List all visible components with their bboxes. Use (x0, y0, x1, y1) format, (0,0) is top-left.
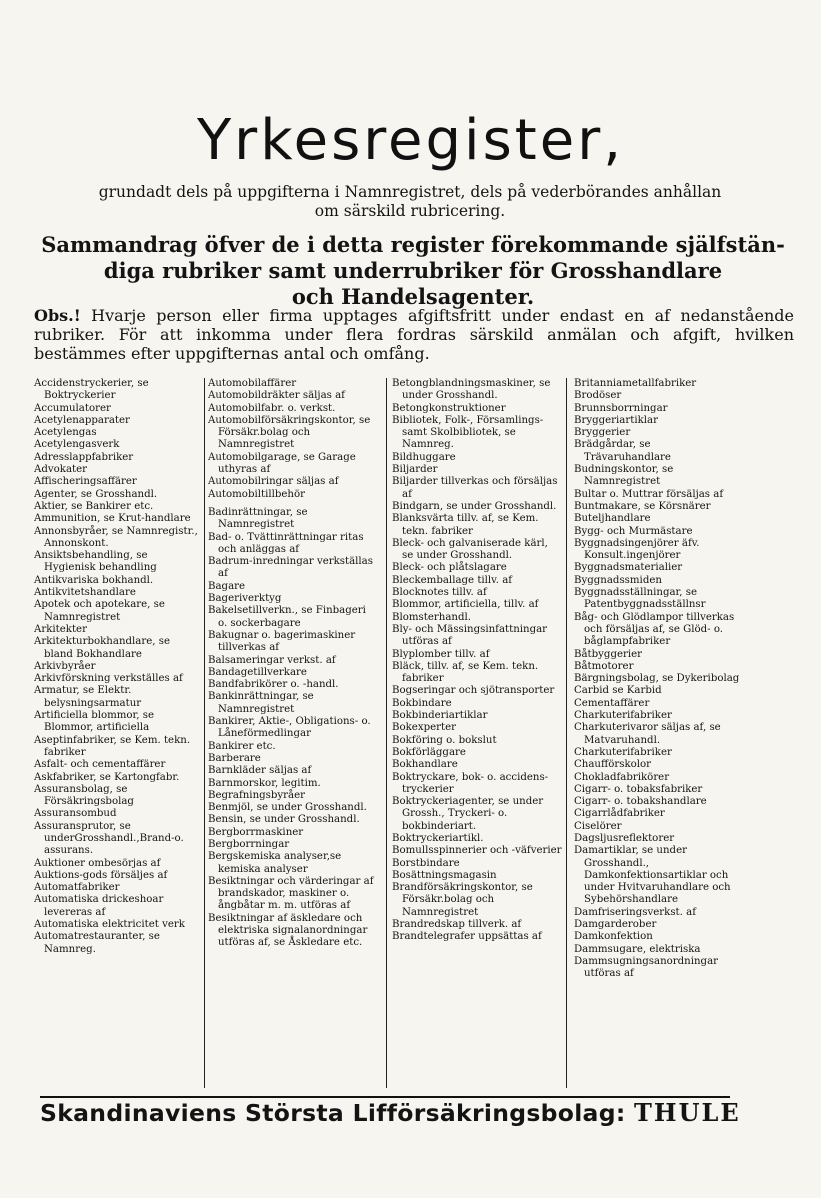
summary-line-1: Sammandrag öfver de i detta register förekommande själfstän- (41, 232, 785, 257)
register-entry: Ansiktsbehandling, se Hygienisk behandling (34, 550, 157, 574)
register-entry: Biljarder (392, 464, 438, 476)
register-entry: Bleck- och galvaniserade kärl, se under Grosshandl. (392, 537, 548, 562)
register-entry: Acetylengasverk (34, 439, 120, 451)
register-entry: Carbid se Karbid (574, 685, 662, 697)
register-entry: Byggnadsmaterialier (574, 562, 683, 574)
register-entry: Bryggerier (574, 427, 631, 439)
banner-brand: THULE (634, 1098, 741, 1127)
register-entry: Bad- o. Tvättinrättningar ritas och anläggas af (208, 531, 364, 555)
footer-banner (40, 1098, 740, 1127)
register-entry: Aktier, se Bankirer etc. (34, 500, 154, 512)
register-entry: Bokbindare (392, 697, 452, 709)
register-entry: Accumulatorer (34, 402, 111, 414)
register-entry: Automatiska drickeshoar levereras af (34, 894, 164, 918)
register-entry: Askfabriker, se Kartongfabr. (34, 771, 180, 783)
register-entry: Begrafningsbyråer (208, 789, 306, 801)
subtitle-line-1: grundadt dels på uppgifterna i Namnregistret, dels på vederbörandes anhållan (98, 183, 722, 201)
register-entry: Bläck, tillv. af, se Kem. tekn. fabriker (392, 660, 539, 685)
register-entry: Brandredskap tillverk. af (392, 919, 522, 931)
register-entry: Bageriverktyg (208, 593, 282, 605)
register-entry: Bensin, se under Grosshandl. (208, 814, 360, 826)
register-entry: Blommor, artificiella, tillv. af (392, 599, 539, 611)
register-entry: Balsameringar verkst. af (208, 654, 336, 666)
register-entry: Automobilfabr. o. verkst. (208, 402, 336, 414)
register-entry: Cigarr- o. tobaksfabriker (574, 783, 703, 795)
register-entry: Artificiella blommor, se Blommor, artificiella (34, 710, 155, 734)
register-entry: Besiktningar af äskledare och elektriska signalanordningar utföras af, se Åskledare etc. (208, 912, 368, 949)
register-entry: Arkitekter (34, 623, 87, 635)
register-entry: Båtmotorer (574, 660, 634, 672)
register-entry: Blanksvärta tillv. af, se Kem. tekn. fabriker (392, 513, 539, 537)
register-entry: Boktryckare, bok- o. accidens-tryckerier (392, 771, 549, 795)
register-entry: Adresslappfabriker (34, 451, 134, 463)
register-entry: Cigarrlådfabriker (574, 808, 665, 820)
register-entry: Brunnsborrningar (574, 402, 668, 414)
register-entry: Bankinrättningar, se Namnregistret (208, 691, 314, 715)
register-entry: Bryggeriartiklar (574, 414, 658, 426)
register-column-3 (392, 378, 562, 1088)
register-entry: Buteljhandlare (574, 513, 651, 525)
register-entry: Chokladfabrikörer (574, 771, 670, 783)
register-entry: Assuransombud (34, 808, 117, 820)
summary-line-2: diga rubriker samt underrubriker för Grosshandlare (103, 258, 723, 283)
register-entry: Bokbinderiartiklar (392, 710, 488, 722)
register-entry: Automobilringar säljas af (208, 476, 339, 488)
register-entry: Bankirer, Aktie-, Obligations- o. Låneförmedlingar (208, 716, 371, 740)
register-entry: Charkuterivaror säljas af, se Matvaruhandl. (574, 722, 721, 746)
register-entry: Barberare (208, 752, 261, 764)
register-entry: Bankirer etc. (208, 740, 276, 752)
obs-note (34, 306, 794, 363)
summary-heading (28, 232, 798, 310)
register-entry: Blocknotes tillv. af (392, 587, 487, 599)
register-entry: Bygg- och Murmästare (574, 525, 693, 537)
register-entry: Arkivförskning verkställes af (34, 673, 183, 685)
register-entry: Affischeringsaffärer (34, 476, 137, 488)
register-entry: Automatfabriker (34, 882, 120, 894)
register-entry: Båg- och Glödlampor tillverkas och försäljas af, se Glöd- o. båglampfabriker (574, 611, 735, 648)
register-entry: Bärgningsbolag, se Dykeribolag (574, 673, 740, 685)
register-entry: Brodöser (574, 390, 622, 402)
register-entry: Byggnadsingenjörer äfv. Konsult.ingenjörer (574, 537, 700, 562)
register-entry: Bakugnar o. bagerimaskiner tillverkas af (208, 629, 356, 654)
register-entry: Bosättningsmagasin (392, 869, 497, 881)
register-entry: Automobilförsäkringskontor, se Försäkr.bolag och Namnregistret (208, 414, 371, 451)
register-entry: Budningskontor, se Namnregistret (574, 464, 674, 488)
register-entry: Armatur, se Elektr. belysningsarmatur (34, 685, 142, 709)
register-entry: Dammsugningsanordningar utföras af (574, 955, 719, 980)
register-entry: Brädgårdar, se Trävaruhandlare (574, 439, 671, 463)
register-column-4 (574, 378, 740, 1088)
register-entry: Badinrättningar, se Namnregistret (208, 506, 308, 531)
register-entry: Bildhuggare (392, 451, 456, 463)
register-entry: Biljarder tillverkas och försäljas af (392, 476, 558, 500)
register-entry: Badrum-inredningar verkställas af (208, 556, 373, 580)
register-entry: Cigarr- o. tobakshandlare (574, 796, 707, 808)
register-column-2 (208, 378, 378, 1088)
register-entry: Automobiltillbehör (208, 488, 305, 500)
column-divider (566, 378, 567, 1088)
page-title: Yrkesregister, (196, 108, 625, 173)
register-entry: Acetylenapparater (34, 414, 130, 426)
column-divider (204, 378, 205, 1088)
banner-text: Skandinaviens Största Lifförsäkringsbolag: (40, 1099, 626, 1127)
register-entry: Charkuterifabriker (574, 746, 672, 758)
register-entry: Agenter, se Grosshandl. (34, 488, 158, 500)
register-entry: Byggnadssmiden (574, 574, 662, 586)
register-entry: Bandagetillverkare (208, 666, 307, 678)
register-entry: Chaufförskolor (574, 759, 652, 771)
register-entry: Bagare (208, 580, 246, 592)
register-entry: Blyplomber tillv. af (392, 648, 490, 660)
register-entry: Assuransprutor, se underGrosshandl.,Brand-o. assurans. (34, 820, 184, 857)
register-entry: Blomsterhandl. (392, 611, 471, 623)
register-entry: Auktions-gods försäljes af (34, 869, 168, 881)
register-entry: Auktioner ombesörjas af (34, 857, 161, 869)
register-entry: Boktryckeriagenter, se under Grossh., Tryckeri- o. bokbinderiart. (392, 796, 544, 832)
register-entry: Aseptinfabriker, se Kem. tekn. fabriker (34, 734, 191, 758)
register-entry: Bogseringar och sjötransporter (392, 685, 555, 697)
subtitle-line-2: om särskild rubricering. (314, 202, 506, 220)
register-entry: Bakelsetillverkn., se Finbageri o. sockerbagare (208, 605, 366, 629)
register-entry: Bomullsspinnerier och -väfverier (392, 845, 562, 857)
register-entry: Brandförsäkringskontor, se Försäkr.bolag och Namnregistret (392, 882, 533, 918)
register-entry: Damartiklar, se under Grosshandl., Damkonfektionsartiklar och under Hvitvaruhandlare och Sybehörshandlare (574, 845, 731, 906)
register-entry: Bokhandlare (392, 759, 458, 771)
register-entry: Bokföring o. bokslut (392, 734, 497, 746)
register-entry: Apotek och apotekare, se Namnregistret (34, 599, 165, 623)
register-entry: Bleck- och plåtslagare (392, 562, 507, 574)
register-entry: Arkivbyråer (34, 660, 96, 672)
register-entry: Damfriseringsverkst. af (574, 906, 696, 918)
register-entry: Bultar o. Muttrar försäljas af (574, 488, 724, 500)
register-entry: Bergborrmaskiner (208, 826, 304, 838)
register-entry: Bibliotek, Folk-, Församlings- samt Skolbibliotek, se Namnreg. (392, 414, 544, 451)
register-entry: Bergskemiska analyser,se kemiska analyser (208, 851, 342, 875)
register-entry: Acetylengas (34, 427, 97, 439)
register-entry: Antikvitetshandlare (34, 587, 136, 599)
register-entry: Antikvariska bokhandl. (34, 574, 154, 586)
register-entry: Brandtelegrafer uppsättas af (392, 931, 542, 943)
register-columns (34, 378, 740, 1088)
register-entry: Barnkläder säljas af (208, 765, 312, 777)
register-column-1 (34, 378, 200, 1088)
register-entry: Automatiska elektricitet verk (34, 919, 185, 931)
register-entry: Accidenstryckerier, se Boktryckerier (34, 378, 149, 402)
register-entry: Betongblandningsmaskiner, se under Grosshandl. (392, 378, 551, 402)
register-entry: Bandfabrikörer o. -handl. (208, 679, 339, 691)
obs-text: Hvarje person eller firma upptages afgiftsfritt under endast en af nedanstående rubriker. För att inkomma under flera fordras särskild anmälan och afgift, hvilken bestämmes efter uppgifternas antal och omfång. (34, 306, 794, 363)
register-entry: Damkonfektion (574, 931, 653, 943)
register-entry: Bokförläggare (392, 746, 466, 758)
register-entry: Ammunition, se Krut-handlare (34, 513, 191, 525)
register-entry: Britanniametallfabriker (574, 378, 697, 389)
register-entry: Automatrestauranter, se Namnreg. (34, 931, 160, 955)
register-entry: Byggnadsställningar, se Patentbyggnadsställnsr (574, 587, 706, 611)
register-entry: Bergborrningar (208, 838, 290, 850)
register-entry: Båtbyggerier (574, 648, 643, 660)
register-entry: Buntmakare, se Körsnärer (574, 500, 711, 512)
register-entry: Barnmorskor, legitim. (208, 777, 321, 789)
summary-line-3: och Handelsagenter. (291, 284, 535, 309)
register-entry: Bindgarn, se under Grosshandl. (392, 500, 557, 512)
register-entry: Bokexperter (392, 722, 456, 734)
register-entry: Benmjöl, se under Grosshandl. (208, 802, 367, 814)
register-entry: Dagsljusreflektorer (574, 832, 675, 844)
register-entry: Assuransbolag, se Försäkringsbolag (34, 783, 134, 808)
subtitle (30, 183, 790, 221)
register-entry: Automobilgarage, se Garage uthyras af (208, 451, 356, 476)
register-entry: Annonsbyråer, se Namnregistr., Annonskont. (34, 525, 198, 549)
register-entry: Dammsugare, elektriska (574, 943, 701, 955)
register-entry: Asfalt- och cementaffärer (34, 759, 166, 771)
register-entry: Besiktningar och värderingar af brandskador, maskiner o. ångbåtar m. m. utföras af (208, 875, 374, 912)
register-entry: Charkuterifabriker (574, 710, 672, 722)
register-entry: Cementaffärer (574, 697, 650, 709)
register-entry: Arkitekturbokhandlare, se bland Bokhandlare (34, 636, 170, 660)
register-entry: Betongkonstruktioner (392, 402, 506, 414)
column-divider (386, 378, 387, 1088)
register-entry: Borstbindare (392, 857, 460, 869)
register-entry: Bleckemballage tillv. af (392, 574, 513, 586)
register-entry: Boktryckeriartikl. (392, 832, 484, 844)
register-entry: Ciselörer (574, 820, 622, 832)
register-entry: Bly- och Mässingsinfattningar utföras af (392, 623, 548, 648)
register-entry: Advokater (34, 464, 88, 476)
obs-label: Obs.! (34, 306, 81, 325)
register-entry: Damgarderober (574, 919, 657, 931)
register-entry: Automobilaffärer (208, 378, 297, 389)
register-entry: Automobildräkter säljas af (208, 390, 345, 402)
